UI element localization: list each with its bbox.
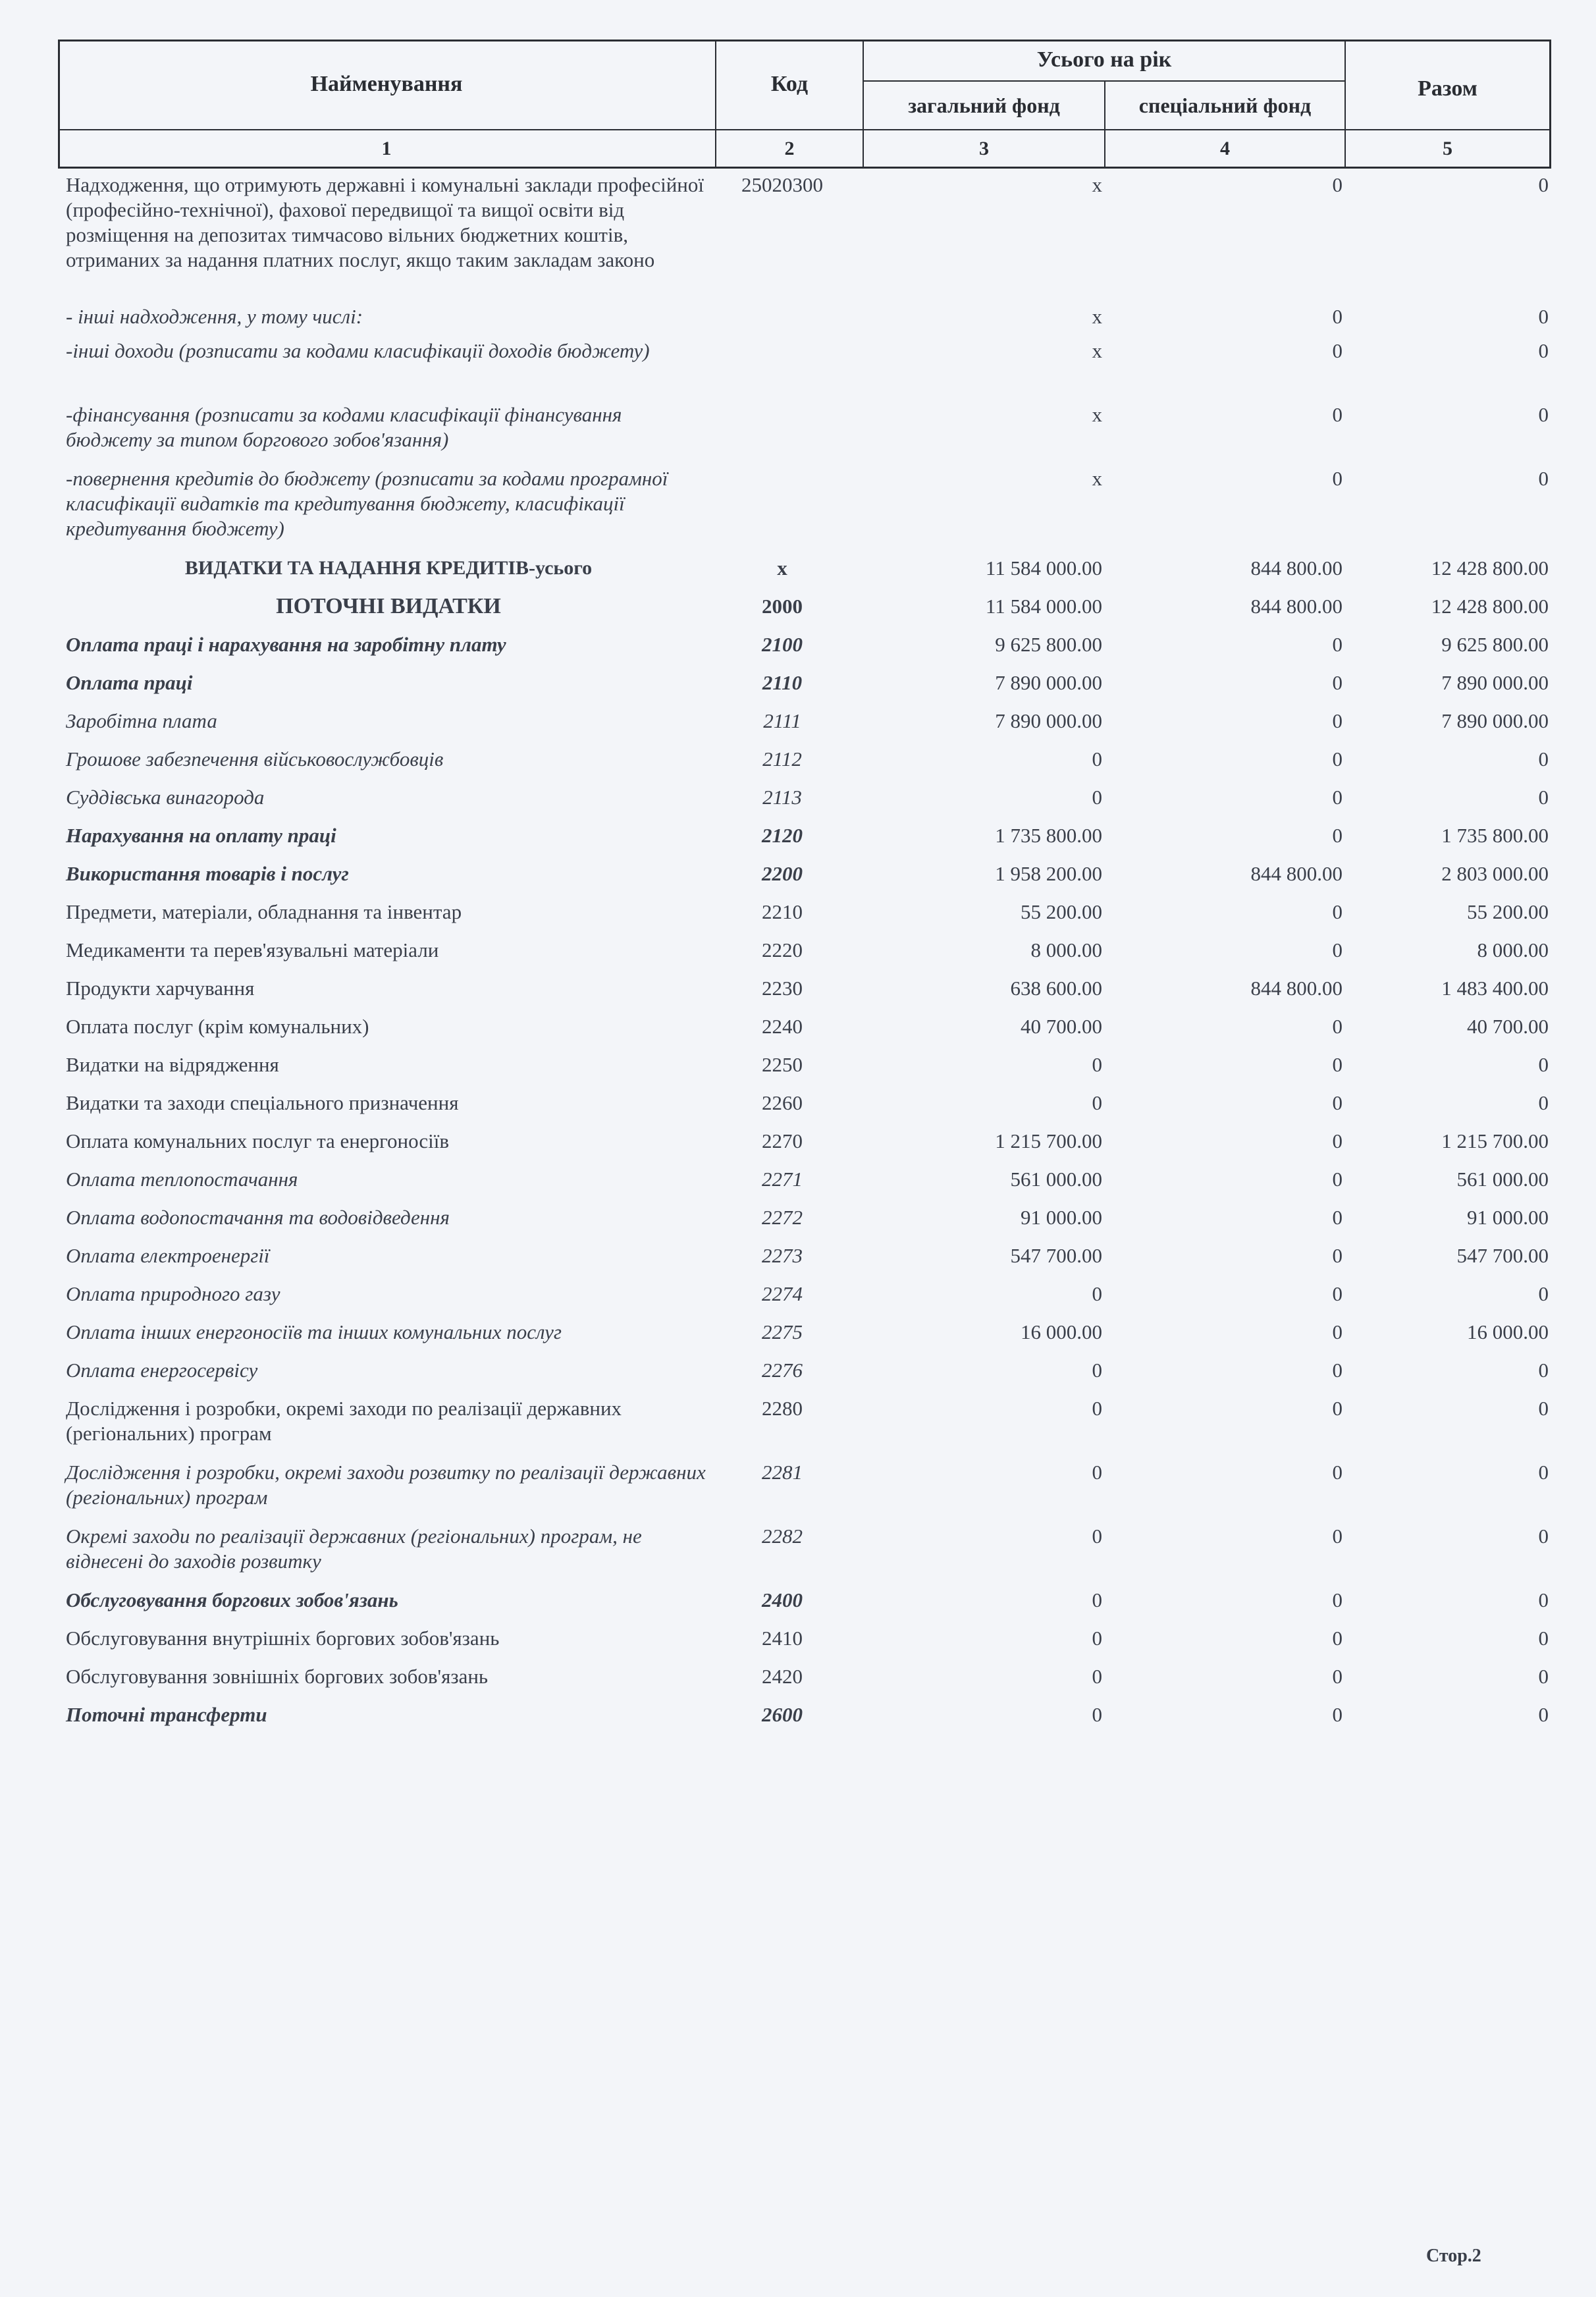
row-special-fund: 0 [1332, 747, 1343, 770]
row-name: Нарахування на оплату праці [66, 824, 336, 847]
row-name: Оплата теплопостачання [66, 1168, 298, 1191]
row-code: 2250 [762, 1053, 803, 1076]
row-name: - інші надходження, у тому числі: [66, 305, 363, 328]
row-general-fund: 0 [1092, 786, 1102, 809]
row-name: ПОТОЧНІ ВИДАТКИ [276, 594, 501, 618]
table-row [58, 1355, 1551, 1393]
table-row [58, 935, 1551, 973]
row-total: 0 [1538, 467, 1549, 490]
row-special-fund: 0 [1332, 786, 1343, 809]
row-total: 0 [1538, 1359, 1549, 1382]
table-row [58, 859, 1551, 897]
row-special-fund: 844 800.00 [1250, 977, 1343, 1000]
row-name: -повернення кредитів до бюджету (розписати за кодами програмної класифікації видатків та кредитування бюджету, класифікації кредитування бюджету) [66, 467, 668, 540]
table-row [58, 1623, 1551, 1662]
table-row [58, 1662, 1551, 1700]
row-total: 0 [1538, 173, 1549, 196]
row-code: х [777, 556, 787, 580]
header-num-1: 1 [381, 137, 392, 159]
row-total: 7 890 000.00 [1441, 671, 1549, 694]
row-general-fund: 91 000.00 [1021, 1206, 1102, 1229]
row-special-fund: 0 [1332, 1320, 1343, 1343]
row-general-fund: 0 [1092, 1627, 1102, 1650]
row-name: Оплата природного газу [66, 1282, 280, 1305]
row-general-fund: 1 215 700.00 [995, 1129, 1102, 1152]
row-total: 0 [1538, 747, 1549, 770]
table-row [58, 336, 1551, 400]
row-general-fund: 0 [1092, 1091, 1102, 1114]
row-general-fund: 547 700.00 [1010, 1244, 1102, 1267]
row-name: -інші доходи (розписати за кодами класифікації доходів бюджету) [66, 339, 650, 362]
row-name: Оплата водопостачання та водовідведення [66, 1206, 450, 1229]
row-total: 1 735 800.00 [1441, 824, 1549, 847]
table-row [58, 553, 1551, 591]
row-general-fund: 7 890 000.00 [995, 709, 1102, 732]
row-code: 2260 [762, 1091, 803, 1114]
header-code: Код [770, 72, 809, 96]
row-name: Обслуговування зовнішніх боргових зобов'язань [66, 1665, 489, 1688]
table-row [58, 782, 1551, 821]
row-total: 1 483 400.00 [1441, 977, 1549, 1000]
row-special-fund: 0 [1332, 1359, 1343, 1382]
table-row [58, 1203, 1551, 1241]
row-general-fund: 0 [1092, 1282, 1102, 1305]
table-row [58, 1164, 1551, 1203]
table-row [58, 1317, 1551, 1355]
row-special-fund: 0 [1332, 633, 1343, 656]
row-name: Продукти харчування [66, 977, 255, 1000]
row-name: Видатки на відрядження [66, 1053, 279, 1076]
row-code: 2280 [762, 1397, 803, 1420]
header-num-4: 4 [1220, 137, 1230, 159]
row-name: Оплата інших енергоносіїв та інших комунальних послуг [66, 1320, 562, 1343]
row-total: 40 700.00 [1467, 1015, 1549, 1038]
row-general-fund: 1 958 200.00 [995, 862, 1102, 885]
row-total: 91 000.00 [1467, 1206, 1549, 1229]
row-special-fund: 0 [1332, 1091, 1343, 1114]
row-special-fund: 0 [1332, 1665, 1343, 1688]
row-name: Окремі заходи по реалізації державних (регіональних) програм, не віднесені до заходів розвитку [66, 1525, 642, 1573]
row-code: 2220 [762, 938, 803, 961]
row-general-fund: 0 [1092, 1397, 1102, 1420]
row-general-fund: 9 625 800.00 [995, 633, 1102, 656]
row-general-fund: х [1092, 403, 1102, 426]
row-total: 12 428 800.00 [1431, 556, 1549, 580]
table-row [58, 668, 1551, 706]
row-special-fund: 0 [1332, 339, 1343, 362]
row-code: 2600 [762, 1703, 803, 1726]
row-special-fund: 0 [1332, 1461, 1343, 1484]
row-code: 2112 [762, 747, 802, 770]
table-row [58, 400, 1551, 464]
row-general-fund: 561 000.00 [1010, 1168, 1102, 1191]
row-special-fund: 0 [1332, 1588, 1343, 1611]
row-special-fund: 0 [1332, 1627, 1343, 1650]
row-special-fund: 0 [1332, 173, 1343, 196]
row-code: 25020300 [741, 173, 823, 196]
row-total: 0 [1538, 1665, 1549, 1688]
header-total: Разом [1418, 76, 1477, 101]
row-special-fund: 0 [1332, 900, 1343, 923]
table-header [58, 40, 1551, 169]
row-general-fund: 0 [1092, 1053, 1102, 1076]
row-total: 547 700.00 [1456, 1244, 1549, 1267]
row-total: 7 890 000.00 [1441, 709, 1549, 732]
row-general-fund: 11 584 000.00 [985, 595, 1102, 618]
row-total: 561 000.00 [1456, 1168, 1549, 1191]
row-code: 2275 [762, 1320, 803, 1343]
row-name: ВИДАТКИ ТА НАДАННЯ КРЕДИТІВ-усього [184, 557, 593, 579]
row-code: 2230 [762, 977, 803, 1000]
row-total: 0 [1538, 339, 1549, 362]
row-name: Обслуговування внутрішніх боргових зобов'язань [66, 1627, 500, 1650]
table-row [58, 302, 1551, 336]
table-row [58, 1457, 1551, 1521]
table-row [58, 1521, 1551, 1585]
row-special-fund: 0 [1332, 1168, 1343, 1191]
header-name: Найменування [310, 72, 463, 96]
row-special-fund: 0 [1332, 1525, 1343, 1548]
row-total: 0 [1538, 1703, 1549, 1726]
row-special-fund: 0 [1332, 305, 1343, 328]
table-row [58, 630, 1551, 668]
row-special-fund: 0 [1332, 1053, 1343, 1076]
row-special-fund: 844 800.00 [1250, 595, 1343, 618]
row-name: Заробітна плата [66, 709, 217, 732]
row-name: Суддівська винагорода [66, 786, 265, 809]
row-code: 2111 [763, 709, 801, 732]
row-name: Оплата праці [66, 671, 193, 694]
row-name: -фінансування (розписати за кодами класифікації фінансування бюджету за типом боргового зобов'язання) [66, 403, 622, 451]
row-name: Оплата праці і нарахування на заробітну плату [66, 633, 506, 656]
row-code: 2282 [762, 1525, 803, 1548]
row-code: 2281 [762, 1461, 803, 1484]
row-special-fund: 0 [1332, 1015, 1343, 1038]
row-total: 0 [1538, 1461, 1549, 1484]
row-code: 2276 [762, 1359, 803, 1382]
row-code: 2274 [762, 1282, 803, 1305]
row-total: 2 803 000.00 [1441, 862, 1549, 885]
table-row [58, 1700, 1551, 1738]
row-general-fund: 0 [1092, 1588, 1102, 1611]
row-code: 2113 [762, 786, 802, 809]
row-general-fund: х [1092, 173, 1102, 196]
table-row [58, 897, 1551, 935]
row-total: 0 [1538, 1282, 1549, 1305]
table-row [58, 1050, 1551, 1088]
table-row [58, 1012, 1551, 1050]
row-total: 0 [1538, 1627, 1549, 1650]
row-general-fund: 0 [1092, 1665, 1102, 1688]
table-row [58, 706, 1551, 744]
table-row [58, 1279, 1551, 1317]
row-general-fund: х [1092, 467, 1102, 490]
row-total: 9 625 800.00 [1441, 633, 1549, 656]
header-special-fund: спеціальний фонд [1138, 93, 1312, 117]
table-row [58, 1393, 1551, 1457]
row-name: Надходження, що отримують державні і комунальні заклади професійної (професійно-технічної), фахової передвищої та вищої освіти від розміщення на депозитах тимчасово вільних бюджетних коштів, отриманих за надання платних послуг, якщо таким закладам законо [66, 173, 704, 271]
row-general-fund: 0 [1092, 1461, 1102, 1484]
row-general-fund: 0 [1092, 747, 1102, 770]
row-total: 0 [1538, 305, 1549, 328]
row-total: 55 200.00 [1467, 900, 1549, 923]
row-code: 2270 [762, 1129, 803, 1152]
row-total: 0 [1538, 1091, 1549, 1114]
table-row [58, 1241, 1551, 1279]
row-general-fund: 0 [1092, 1525, 1102, 1548]
row-code: 2110 [762, 671, 803, 694]
table-row [58, 591, 1551, 630]
row-name: Оплата електроенергії [66, 1244, 270, 1267]
row-general-fund: 11 584 000.00 [985, 556, 1102, 580]
table-row [58, 973, 1551, 1012]
row-name: Обслуговування боргових зобов'язань [66, 1588, 398, 1611]
table-row [58, 1088, 1551, 1126]
row-code: 2272 [762, 1206, 803, 1229]
header-num-5: 5 [1443, 137, 1452, 159]
row-code: 2000 [762, 595, 803, 618]
table-row [58, 464, 1551, 553]
row-general-fund: 40 700.00 [1021, 1015, 1102, 1038]
row-special-fund: 0 [1332, 467, 1343, 490]
row-name: Дослідження і розробки, окремі заходи розвитку по реалізації державних (регіональних) програм [66, 1461, 706, 1509]
row-name: Видатки та заходи спеціального призначення [66, 1091, 459, 1114]
row-special-fund: 844 800.00 [1250, 556, 1343, 580]
row-special-fund: 0 [1332, 824, 1343, 847]
row-total: 16 000.00 [1467, 1320, 1549, 1343]
row-special-fund: 0 [1332, 403, 1343, 426]
row-special-fund: 0 [1332, 1397, 1343, 1420]
row-code: 2420 [762, 1665, 803, 1688]
row-code: 2273 [762, 1244, 803, 1267]
row-code: 2200 [762, 862, 803, 885]
row-name: Оплата послуг (крім комунальних) [66, 1015, 369, 1038]
row-total: 12 428 800.00 [1431, 595, 1549, 618]
page-number: Стор.2 [1426, 2246, 1481, 2266]
header-num-2: 2 [784, 137, 795, 159]
row-total: 0 [1538, 1053, 1549, 1076]
row-total: 0 [1538, 1588, 1549, 1611]
row-code: 2271 [762, 1168, 803, 1191]
row-general-fund: 7 890 000.00 [995, 671, 1102, 694]
row-general-fund: 638 600.00 [1010, 977, 1102, 1000]
row-special-fund: 0 [1332, 1129, 1343, 1152]
row-special-fund: 0 [1332, 1703, 1343, 1726]
row-code: 2120 [762, 824, 803, 847]
row-name: Грошове забезпечення військовослужбовців [66, 747, 444, 770]
row-special-fund: 844 800.00 [1250, 862, 1343, 885]
row-general-fund: х [1092, 339, 1102, 362]
row-special-fund: 0 [1332, 709, 1343, 732]
row-name: Оплата енергосервісу [66, 1359, 258, 1382]
table-row [58, 744, 1551, 782]
row-name: Поточні трансферти [66, 1703, 267, 1726]
row-special-fund: 0 [1332, 1206, 1343, 1229]
table-row [58, 1585, 1551, 1623]
row-code: 2410 [762, 1627, 803, 1650]
row-general-fund: 16 000.00 [1021, 1320, 1102, 1343]
row-general-fund: 55 200.00 [1021, 900, 1102, 923]
table-row [58, 1126, 1551, 1164]
row-code: 2240 [762, 1015, 803, 1038]
row-total: 0 [1538, 786, 1549, 809]
row-general-fund: х [1092, 305, 1102, 328]
row-code: 2400 [762, 1588, 803, 1611]
row-code: 2210 [762, 900, 803, 923]
row-total: 0 [1538, 1525, 1549, 1548]
table-body [58, 170, 1551, 1738]
row-name: Дослідження і розробки, окремі заходи по реалізації державних (регіональних) програм [66, 1397, 622, 1445]
row-total: 0 [1538, 1397, 1549, 1420]
row-general-fund: 8 000.00 [1030, 938, 1102, 961]
row-general-fund: 0 [1092, 1359, 1102, 1382]
row-special-fund: 0 [1332, 1244, 1343, 1267]
row-total: 8 000.00 [1477, 938, 1549, 961]
row-total: 1 215 700.00 [1441, 1129, 1549, 1152]
row-special-fund: 0 [1332, 671, 1343, 694]
row-code: 2100 [762, 633, 803, 656]
row-name: Оплата комунальних послуг та енергоносіїв [66, 1129, 450, 1152]
row-general-fund: 1 735 800.00 [995, 824, 1102, 847]
table-row [58, 821, 1551, 859]
row-special-fund: 0 [1332, 1282, 1343, 1305]
row-name: Використання товарів і послуг [66, 862, 349, 885]
header-general-fund: загальний фонд [908, 93, 1060, 117]
row-total: 0 [1538, 403, 1549, 426]
row-general-fund: 0 [1092, 1703, 1102, 1726]
row-name: Медикаменти та перев'язувальні матеріали [66, 938, 439, 961]
row-name: Предмети, матеріали, обладнання та інвентар [66, 900, 462, 923]
row-special-fund: 0 [1332, 938, 1343, 961]
table-row [58, 170, 1551, 302]
header-year-total: Усього на рік [1036, 47, 1172, 72]
header-num-3: 3 [979, 137, 989, 159]
